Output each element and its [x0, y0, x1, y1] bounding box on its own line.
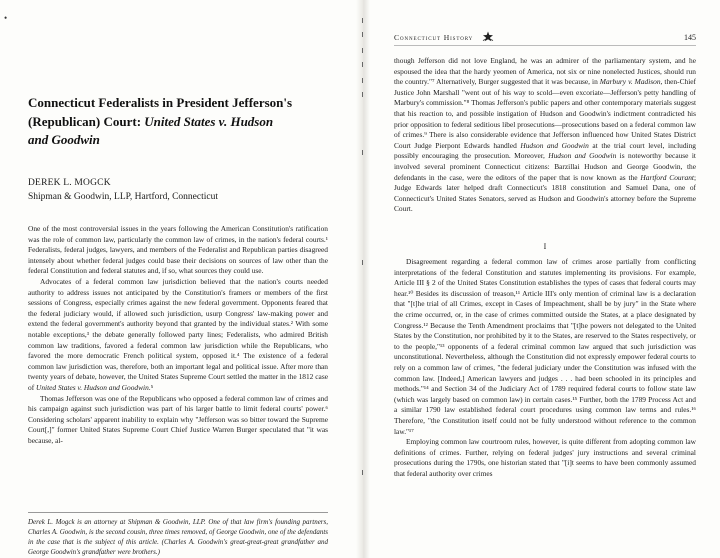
- paragraph-2-end: .⁵: [148, 382, 154, 392]
- author-affiliation: Shipman & Goodwin, LLP, Hartford, Connecticut: [28, 192, 218, 202]
- newspaper-name: Hartford Courant: [640, 172, 694, 182]
- title-line-3: and Goodwin: [28, 132, 100, 147]
- right-paragraph-1: [394, 56, 696, 215]
- author-footnote: Derek L. Mogck is an attorney at Shipman & Goodwin, LLP. One of that law firm's founding partners, Charles A. Goodwin, is the second cousin, three times removed, of George Goodwin, one of the defendants in the case that is the subject of this article. (Charles A. Goodwin's great-great-great grandfather and George Goodwin's grandfather were brothers.): [28, 518, 328, 556]
- title-line-2a: (Republican) Court:: [28, 113, 145, 129]
- case-name-hudson-2: Hudson and Goodwin: [548, 151, 617, 161]
- right-paragraph-2: Disagreement regarding a federal common law of crimes arose partially from conflicting interpretations of the federal Constitution and statutes implementing its provisions. For example, Article III § 2 of the United States Constitution establishes the types of cases that federal courts may hear.¹⁰ Besides its discussion of treason,¹¹ Article III's only mention of criminal law is a declaration that "[t]he trial of all Crimes, except in Cases of Impeachment, shall be by jury" in the State where the crime occurred, or, in the case of crimes committed outside the States, at a place designated by Congress.¹² Because the Tenth Amendment proclaims that "[t]he powers not delegated to the United States by the Constitution, nor prohibited by it to the States, are reserved to the States respectively, or to the people,"¹³ opponents of a federal criminal common law argued that such jurisdiction was unconstitutional. Nevertheless, although the Constitution did not expressly empower federal courts to rely on a common law of crimes, "the federal judiciary under the Constitution was infused with the common law. [Indeed,] American lawyers and judges . . . had been schooled in its principles and methods."¹⁴ and Section 34 of the Judiciary Act of 1789 required federal courts to follow state law (which was largely based on common law) in certain cases.¹⁵ Further, both the 1789 Process Act and a similar 1790 law established federal court procedures using common law terms and rules.¹⁶ Therefore, "the Constitution itself could not be fully understood without reference to the common law."¹⁷: [394, 257, 696, 436]
- left-body-text: [28, 224, 328, 446]
- author-name: DEREK L. MOGCK: [28, 178, 111, 188]
- right-p1-seg-i: ; Judge Edwards later helped draft Connecticut's 1818 constitution and Samuel Dana, one of Connecticut's United States Senators, served as Hudson and Goodwin's attorney before the Supreme Court.: [394, 172, 697, 214]
- case-name-marbury: Marbury v. Madison: [599, 77, 661, 87]
- corner-mark: •: [4, 13, 8, 23]
- right-p1-seg-c: , then-Chief Justice John Marshall "went out of his way to scold—even excoriate—Jefferson's petty handling of Marbury's commission."⁸ Thomas Jefferson's public papers and other contemporary materials suggest that his reaction to, and possible instigation of Hudson and Goodwin's indictment contradicted his prior opposition to federal seditious libel prosecutions—prosecutions based on a federal common law of crimes.⁹ There is also considerable evidence that Jefferson influenced how United States District Court Judge Pierpont Edwards handled: [394, 77, 696, 150]
- running-head-title: Connecticut History: [394, 33, 474, 42]
- running-head: [394, 33, 696, 46]
- right-p1-seg-g: is noteworthy because it involved several prominent Connecticut citizens: Barzillai Hudson and George Goodwin, the defendants in the case, were the editors of the paper that is now known as the: [394, 151, 696, 182]
- paragraph-1: One of the most controversial issues in the years following the American Constitution's ratification was the role of common law, particularly the common law of crimes, in the nation's federal courts.¹ Federalists, federal judges, lawyers, and members of the Federalist and Republican parties disagreed intensely about whether federal judges could base their decisions on sources of law other than the federal Constitution and federal statutes and, if so, what sources they could use.: [28, 224, 328, 276]
- paragraph-3: Thomas Jefferson was one of the Republicans who opposed a federal common law of crimes and his campaign against such jurisdiction was part of his larger battle to limit federal courts' power.⁶ Considering scholars' apparent inability to explain why "Jefferson was so bitter toward the Supreme Court[,]" former United States Supreme Court Chief Justice Warren Burger speculated that "it was because, al-: [28, 393, 328, 445]
- right-body-text-top: [394, 56, 696, 215]
- title-line-2b: United States v. Hudson: [144, 113, 274, 129]
- footnote-rule: [28, 512, 328, 513]
- paragraph-2: [28, 277, 328, 394]
- right-paragraph-3: Employing common law courtroom rules, however, is quite different from adopting common law definitions of crimes. Further, relying on federal judges' jury instructions and several criminal prosecutions during the 1790s, one historian stated that "[i]t seems to have been commonly assumed that federal authority over crimes: [394, 437, 696, 478]
- right-page: [370, 0, 720, 558]
- right-body-text-section: [394, 257, 696, 479]
- right-p1-seg-e: at the trial court level, including possibly encouraging the prosecution. Moreover,: [394, 140, 696, 161]
- ornament-icon: [482, 31, 494, 42]
- paragraph-2-text: Advocates of a federal common law jurisdiction believed that the nation's courts needed authority to address issues not anticipated by the Constitution's framers or members of the first sessions of Congress, especially crimes against the new federal government. Opponents feared that the federal judiciary would, if allowed such jurisdiction, usurp Congress' law-making power and extend the federal government's authority beyond that granted by the individual states.² With some notable exceptions,³ the debate generally followed party lines; Federalists, who admired British common law traditions, favored a federal common law jurisdiction while the Republicans, who favored the more democratic French political system, opposed it.⁴ The existence of a federal common law jurisdiction was, therefore, both an important legal and political issue. After more than twenty years of debate, however, the United States Supreme Court settled the matter in the 1812 case of: [28, 276, 328, 392]
- page-number: 145: [684, 33, 696, 42]
- title-line-1: Connecticut Federalists in President Jefferson's: [28, 95, 293, 110]
- article-title: [28, 94, 328, 150]
- section-marker: I: [543, 242, 547, 251]
- case-name-hudson-1: Hudson and Goodwin: [520, 140, 589, 150]
- right-p1-seg-a: though Jefferson did not love England, he was an admirer of the parliamentary system, and he espoused the idea that the hardy yeomen of America, not six or nine nonelected Justices, should run the country."⁷ Alternatively, Burger suggested that it was because, in: [394, 56, 696, 87]
- case-name-hudson: United States v. Hudson and Goodwin: [36, 382, 149, 392]
